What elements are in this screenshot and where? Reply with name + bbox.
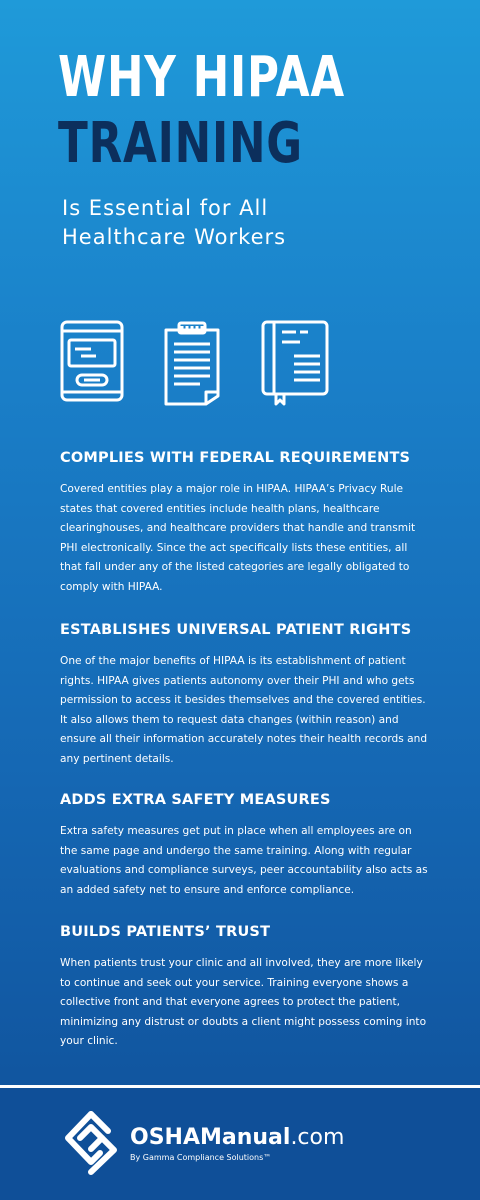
- brand-domain: .com: [290, 1125, 345, 1150]
- title-line-1: WHY HIPAA: [58, 45, 346, 110]
- section-body: Covered entities play a major role in HIPAA. HIPAA’s Privacy Rule states that covered entities include health plans, healthcare clearinghouses, and healthcare providers that handle and transmit PHI electronically. Since the act specifically lists these entities, all that fall under any of the listed categories are legally obligated to comply with HIPAA.: [60, 483, 416, 593]
- section-patient-trust: [60, 924, 432, 1052]
- tablet-form-icon: [60, 320, 124, 402]
- section-heading: BUILDS PATIENTS’ TRUST: [60, 924, 271, 940]
- section-body: When patients trust your clinic and all involved, they are more likely to continue and seek out your service. Training everyone shows a collective front and that everyone agrees to protect the patient, minimizing any distrust or doubts a client might possess coming into your clinic.: [60, 957, 427, 1048]
- section-heading: ADDS EXTRA SAFETY MEASURES: [60, 792, 331, 808]
- section-patient-rights: [60, 622, 432, 770]
- subtitle-line-2: Healthcare Workers: [62, 225, 287, 249]
- booklet-icon: [260, 320, 330, 406]
- brand-name: [130, 1126, 344, 1150]
- section-federal-requirements: [60, 450, 432, 598]
- header: [58, 45, 458, 252]
- clipboard-document-icon: [162, 320, 222, 406]
- brand: [130, 1126, 344, 1162]
- subtitle-line-1: Is Essential for All: [62, 196, 269, 220]
- subtitle: [62, 194, 458, 252]
- brand-name-bold: OSHAManual: [130, 1125, 291, 1150]
- icon-row: [60, 320, 360, 415]
- section-body: Extra safety measures get put in place when all employees are on the same page and undergo the same training. Along with regular evaluations and compliance surveys, peer accountability also acts as an added safety net to ensure and enforce compliance.: [60, 825, 428, 896]
- brand-tagline: By Gamma Compliance Solutions™: [130, 1153, 272, 1162]
- section-body: One of the major benefits of HIPAA is its establishment of patient rights. HIPAA gives patients autonomy over their PHI and who gets permission to access it besides themselves and the covered entities. It also allows them to request data changes (within reason) and ensure all their information accurately notes their health records and any pertinent details.: [60, 655, 428, 765]
- title-line-2: TRAINING: [58, 111, 303, 176]
- oshamanual-logo-icon: [60, 1108, 122, 1178]
- section-safety-measures: [60, 792, 432, 900]
- section-heading: COMPLIES WITH FEDERAL REQUIREMENTS: [60, 450, 411, 466]
- footer: [0, 1088, 480, 1200]
- section-heading: ESTABLISHES UNIVERSAL PATIENT RIGHTS: [60, 622, 412, 638]
